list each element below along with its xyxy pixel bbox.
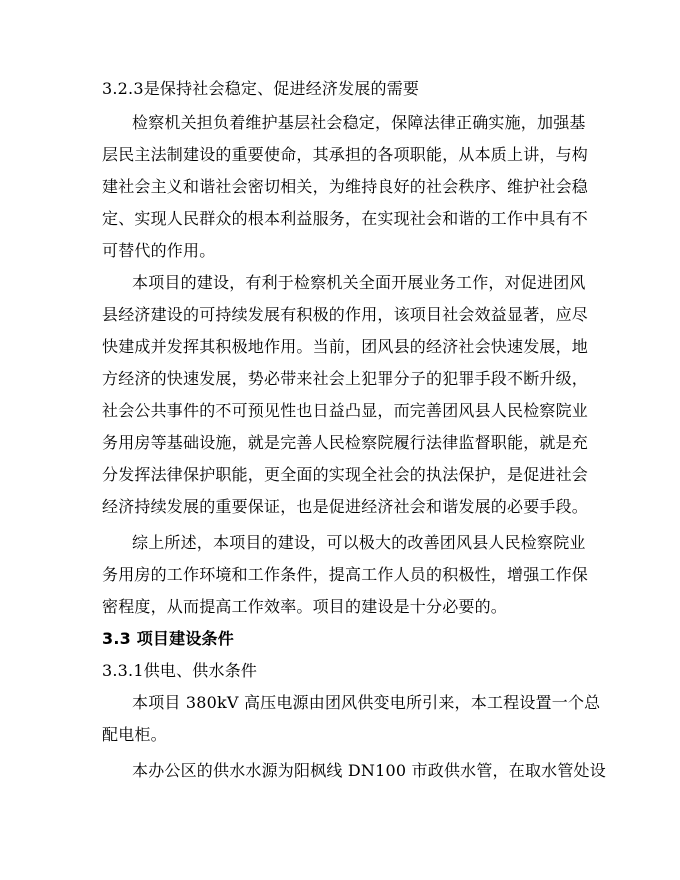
section-heading-3-2-3: 3.2.3是保持社会稳定、促进经济发展的需要: [102, 79, 420, 98]
paragraph-2-line-7: 分发挥法律保护职能，更全面的实现全社会的执法保护，是促进社会: [102, 465, 589, 484]
paragraph-2-line-4: 方经济的快速发展，势必带来社会上犯罪分子的犯罪手段不断升级，: [102, 369, 589, 388]
paragraph-5-line-1: 本办公区的供水水源为阳枫线 DN100 市政供水管，在取水管处设: [132, 761, 606, 780]
section-heading-3-3-1: 3.3.1供电、供水条件: [102, 661, 258, 680]
paragraph-2-line-2: 县经济建设的可持续发展有积极的作用，该项目社会效益显著，应尽: [102, 305, 589, 324]
paragraph-2-line-8: 经济持续发展的重要保证，也是促进经济社会和谐发展的必要手段。: [102, 497, 589, 516]
paragraph-3-line-2: 务用房的工作环境和工作条件，提高工作人员的积极性，增强工作保: [102, 565, 589, 584]
paragraph-3-line-1: 综上所述，本项目的建设，可以极大的改善团风县人民检察院业: [132, 533, 586, 552]
paragraph-1-line-3: 建社会主义和谐社会密切相关，为维持良好的社会秩序、维护社会稳: [102, 177, 589, 196]
section-heading-3-3: 3.3 项目建设条件: [102, 629, 234, 648]
paragraph-2-line-1: 本项目的建设，有利于检察机关全面开展业务工作，对促进团风: [132, 273, 586, 292]
paragraph-4-line-2: 配电柜。: [102, 725, 167, 744]
paragraph-2-line-3: 快建成并发挥其积极地作用。当前，团风县的经济社会快速发展，地: [102, 337, 589, 356]
paragraph-4-line-1: 本项目 380kV 高压电源由团风供变电所引来，本工程设置一个总: [132, 693, 601, 712]
paragraph-1-line-5: 可替代的作用。: [102, 241, 216, 260]
paragraph-1-line-1: 检察机关担负着维护基层社会稳定，保障法律正确实施，加强基: [132, 113, 586, 132]
paragraph-2-line-5: 社会公共事件的不可预见性也日益凸显，而完善团风县人民检察院业: [102, 401, 589, 420]
paragraph-3-line-3: 密程度，从而提高工作效率。项目的建设是十分必要的。: [102, 597, 508, 616]
paragraph-2-line-6: 务用房等基础设施，就是完善人民检察院履行法律监督职能，就是充: [102, 433, 589, 452]
paragraph-1-line-4: 定、实现人民群众的根本利益服务，在实现社会和谐的工作中具有不: [102, 209, 589, 228]
paragraph-1-line-2: 层民主法制建设的重要使命，其承担的各项职能，从本质上讲，与构: [102, 145, 589, 164]
